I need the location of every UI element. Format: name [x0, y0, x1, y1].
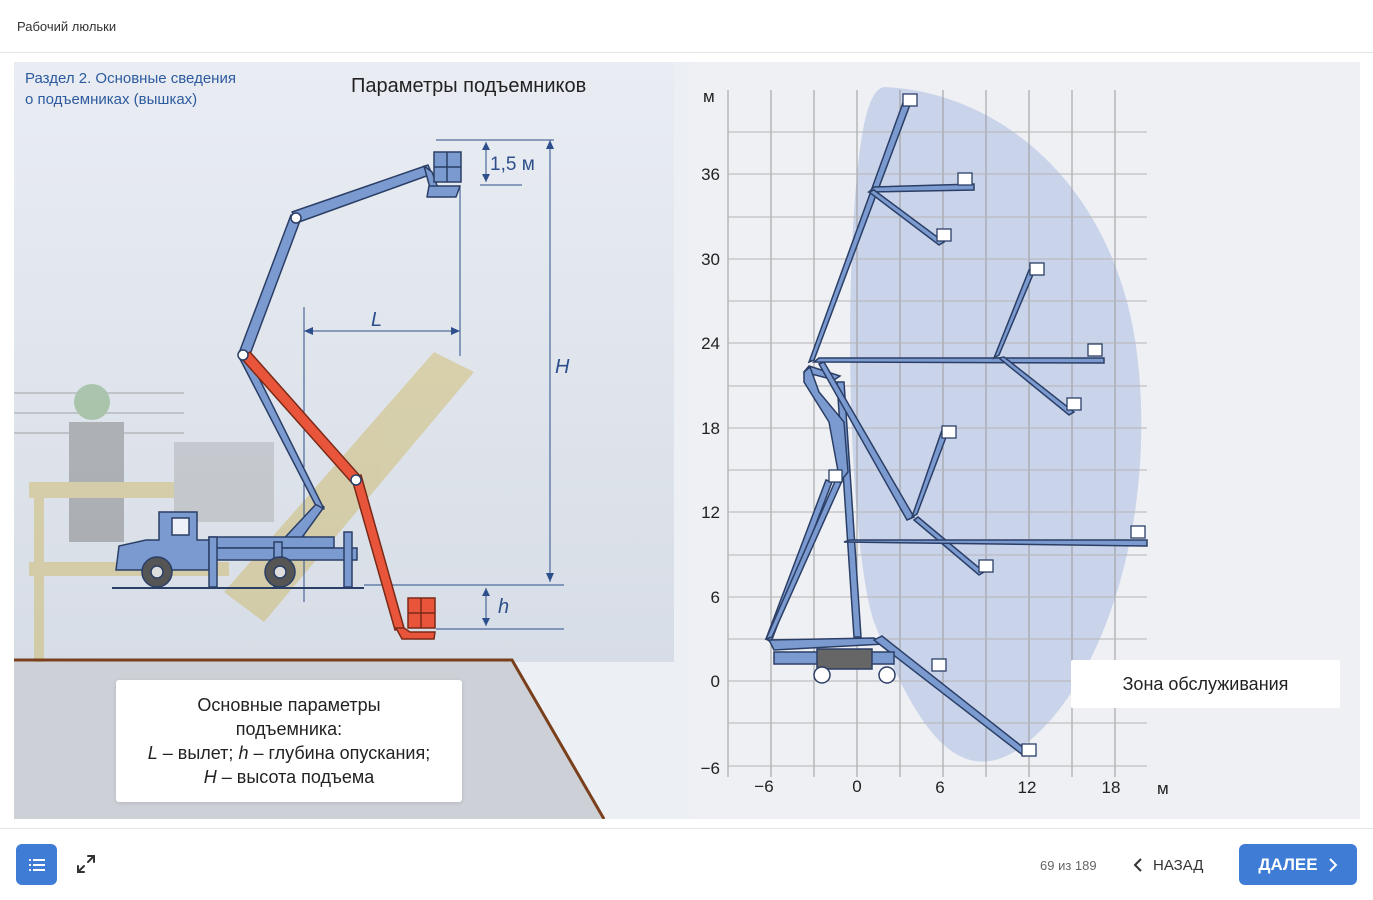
y-tick: 18	[701, 419, 720, 438]
back-button[interactable]	[1133, 853, 1203, 877]
y-tick: 12	[701, 503, 720, 522]
x-tick: 18	[1101, 778, 1121, 797]
chevron-right-icon	[1328, 857, 1338, 873]
y-tick: 6	[710, 588, 720, 607]
symbol-L: L	[147, 743, 158, 763]
next-button[interactable]	[1239, 844, 1357, 885]
info-line	[204, 765, 375, 789]
bottom-bar	[0, 828, 1373, 900]
depth-desc: – глубина опускания;	[248, 743, 431, 763]
service-zone-label: Зона обслуживания	[1071, 660, 1340, 708]
y-axis-unit: м	[703, 87, 715, 106]
section-title-line: Раздел 2. Основные сведения	[25, 70, 236, 87]
y-tick: 30	[701, 250, 720, 269]
info-line	[148, 741, 431, 765]
outreach-desc: – вылет;	[157, 743, 239, 763]
slide	[14, 62, 1360, 819]
section-title-line: о подъемниках (вышках)	[25, 91, 198, 108]
y-tick: 24	[701, 334, 720, 353]
slide-counter: 69 из 189	[1040, 858, 1097, 873]
parameters-info-box	[116, 680, 462, 802]
course-title: Рабочий люльки	[17, 19, 117, 34]
depth-label: h	[498, 596, 510, 618]
x-tick: 6	[935, 778, 945, 797]
symbol-H: H	[203, 767, 217, 787]
slide-heading: Параметры подъемников	[351, 75, 587, 97]
x-tick: 12	[1017, 778, 1037, 797]
height-label: H	[555, 356, 570, 378]
info-line: Основные параметры	[197, 695, 381, 715]
height-desc: – высота подъема	[216, 767, 375, 787]
top-bar	[0, 0, 1373, 53]
x-axis-unit: м	[1157, 779, 1169, 798]
x-tick: 0	[852, 777, 862, 796]
x-tick: −6	[754, 777, 774, 796]
next-button-label: ДАЛЕЕ	[1258, 854, 1318, 874]
y-tick: 36	[701, 165, 720, 184]
outreach-label: L	[371, 309, 383, 331]
y-tick: −6	[700, 759, 720, 778]
section-title	[25, 68, 236, 110]
expand-icon	[75, 853, 97, 875]
fullscreen-button[interactable]	[75, 853, 97, 875]
symbol-h: h	[238, 743, 249, 763]
y-tick: 0	[710, 672, 720, 691]
chevron-left-icon	[1133, 857, 1143, 873]
basket-height-label: 1,5 м	[490, 154, 535, 175]
info-line: подъемника:	[235, 719, 343, 739]
contents-menu-button[interactable]	[16, 844, 57, 885]
list-icon	[29, 858, 45, 872]
back-button-label: НАЗАД	[1153, 856, 1204, 874]
